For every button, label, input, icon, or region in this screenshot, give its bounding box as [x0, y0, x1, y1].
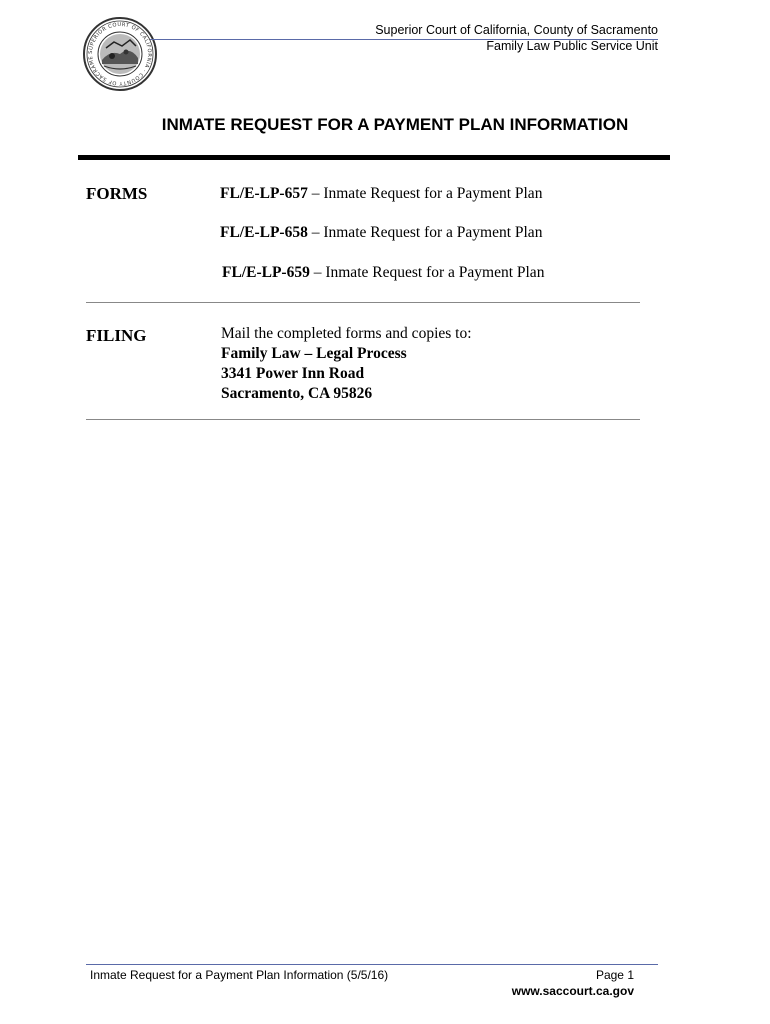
form-separator: – — [307, 224, 324, 241]
court-seal-logo — [82, 16, 158, 92]
forms-divider — [86, 302, 640, 303]
title-divider — [78, 155, 670, 160]
filing-section-label: FILING — [86, 326, 147, 345]
form-item-659 — [222, 264, 544, 282]
court-name: Superior Court of California, County of Sacramento — [375, 23, 658, 37]
form-description: Inmate Request for a Payment Plan — [323, 185, 543, 202]
form-separator: – — [309, 264, 326, 281]
footer-divider — [86, 964, 658, 965]
form-separator: – — [307, 185, 324, 202]
filing-divider — [86, 419, 640, 420]
footer-document-info: Inmate Request for a Payment Plan Information (5/5/16) — [90, 968, 389, 982]
form-code: FL/E-LP-657 — [220, 185, 308, 202]
filing-instructions — [221, 324, 472, 404]
filing-instruction: Mail the completed forms and copies to: — [221, 325, 472, 342]
form-description: Inmate Request for a Payment Plan — [323, 224, 543, 241]
header-divider — [150, 39, 658, 40]
svg-text:SUPERIOR COURT OF CALIFORNIA ·: SUPERIOR COURT OF CALIFORNIA · COUNTY OF SACRAME — [87, 21, 153, 87]
form-item-657 — [220, 185, 542, 203]
form-code: FL/E-LP-659 — [222, 264, 310, 281]
address-line: Sacramento, CA 95826 — [221, 385, 373, 402]
address-line: 3341 Power Inn Road — [221, 365, 365, 382]
unit-name: Family Law Public Service Unit — [486, 39, 658, 53]
form-item-658 — [220, 224, 542, 242]
header-court-info — [375, 22, 658, 54]
footer-page-number: Page 1 — [595, 968, 634, 982]
form-description: Inmate Request for a Payment Plan — [325, 264, 545, 281]
footer-website-link[interactable]: www.saccourt.ca.gov — [511, 984, 634, 998]
document-title: INMATE REQUEST FOR A PAYMENT PLAN INFORMATION — [161, 115, 629, 134]
address-line: Family Law – Legal Process — [221, 345, 407, 362]
forms-section-label: FORMS — [86, 184, 148, 203]
form-code: FL/E-LP-658 — [220, 224, 308, 241]
